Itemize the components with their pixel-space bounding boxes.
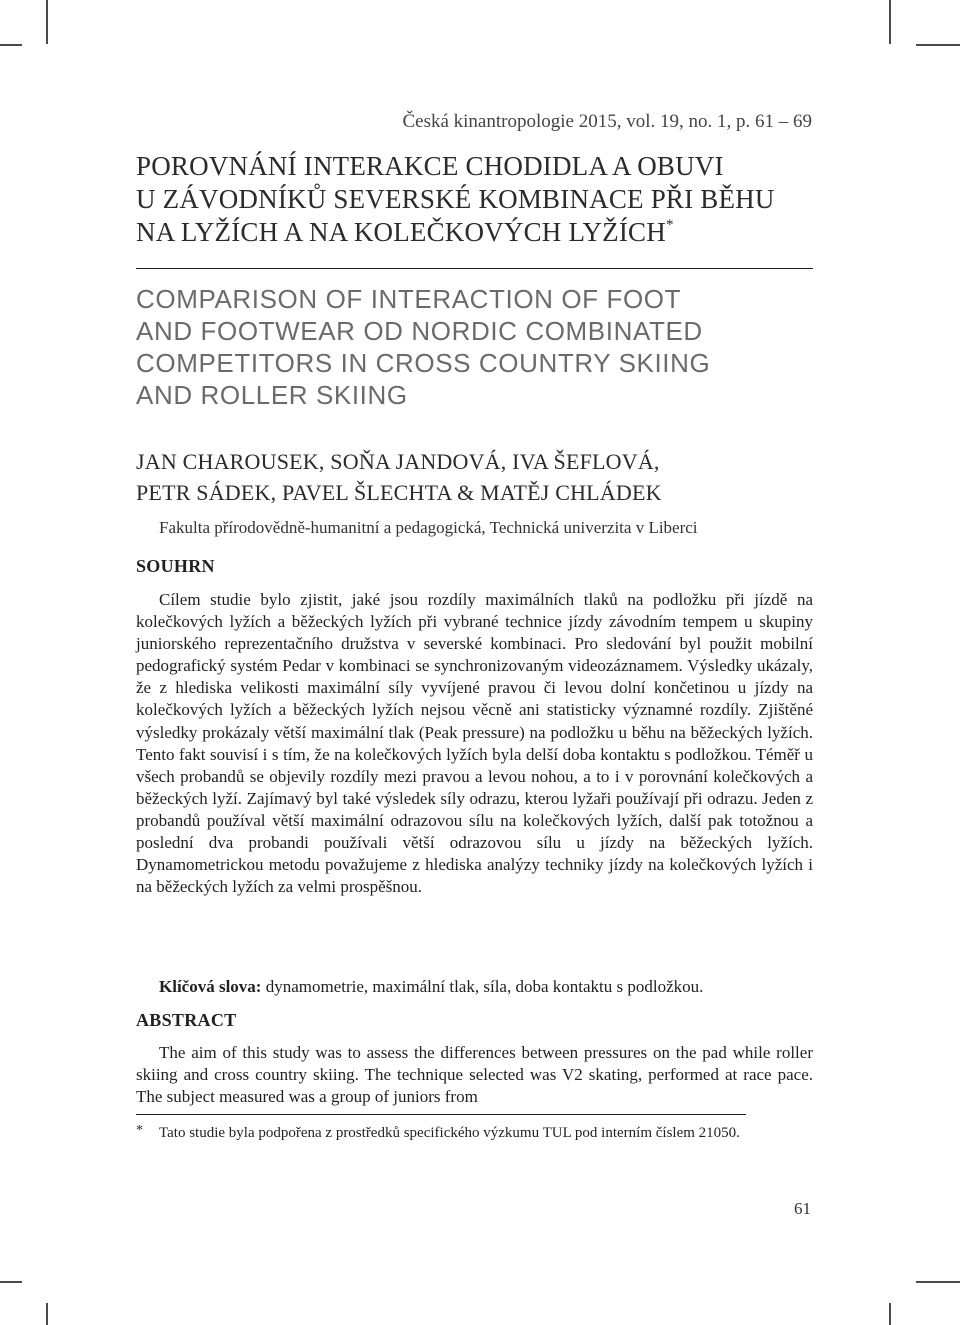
crop-mark-top-left-v: [46, 0, 48, 44]
crop-mark-bottom-right-h: [916, 1281, 960, 1283]
author-list: [136, 446, 836, 508]
footnote-text: Tato studie byla podpořena z prostředků specifického výzkumu TUL pod interním číslem 21050.: [159, 1125, 740, 1141]
souhrn-heading: SOUHRN: [136, 556, 215, 576]
title-english-line: AND FOOTWEAR OD NORDIC COMBINATED: [136, 316, 703, 346]
souhrn-paragraph: [136, 589, 813, 898]
keywords-label: Klíčová slova:: [159, 977, 262, 996]
crop-mark-top-right-h: [916, 44, 960, 46]
title-czech-line: [136, 216, 836, 249]
author-line: JAN CHAROUSEK, SOŇA JANDOVÁ, IVA ŠEFLOVÁ,: [136, 449, 660, 474]
keywords-text: dynamometrie, maximální tlak, síla, doba kontaktu s podložkou.: [261, 977, 704, 996]
affiliation: Fakulta přírodovědně-humanitní a pedagogická, Technická univerzita v Liberci: [159, 518, 698, 537]
journal-citation: Česká kinantropologie 2015, vol. 19, no. 1, p. 61 – 69: [402, 111, 812, 132]
abstract-paragraph: [136, 1042, 813, 1108]
crop-mark-bottom-right-v: [889, 1303, 891, 1325]
crop-mark-bottom-left-h: [0, 1281, 22, 1283]
abstract-text: The aim of this study was to assess the differences between pressures on the pad while roller skiing and cross country skiing. The technique selected was V2 skating, performed at race pace. The subject measured was a group of juniors from: [136, 1043, 813, 1107]
title-czech: [136, 150, 836, 249]
abstract-heading: ABSTRACT: [136, 1010, 237, 1030]
footnote: [136, 1124, 816, 1142]
crop-mark-top-right-v: [889, 0, 891, 44]
title-english: [136, 283, 836, 411]
title-divider: [136, 268, 813, 269]
keywords: [159, 977, 703, 997]
title-czech-line: U ZÁVODNÍKŮ SEVERSKÉ KOMBINACE PŘI BĚHU: [136, 184, 775, 214]
author-line: PETR SÁDEK, PAVEL ŠLECHTA & MATĚJ CHLÁDEK: [136, 480, 662, 505]
title-english-line: COMPARISON OF INTERACTION OF FOOT: [136, 284, 682, 314]
title-footnote-mark: *: [665, 217, 674, 233]
title-czech-line-text: NA LYŽÍCH A NA KOLEČKOVÝCH LYŽÍCH: [136, 217, 666, 247]
crop-mark-bottom-left-v: [46, 1303, 48, 1325]
crop-mark-top-left-h: [0, 44, 22, 46]
footnote-divider: [136, 1114, 746, 1115]
souhrn-text: Cílem studie bylo zjistit, jaké jsou rozdíly maximálních tlaků na podložku při jízdě na kolečkových lyžích a běžeckých lyžích při vybrané technice jízdy závodním tempem u skupiny juniorského reprezentačního družstva v severské kombinaci. Pro sledování byl použit mobilní pedografický systém Pedar v kombinaci se synchronizovaným videozáznamem. Výsledky ukázaly, že z hlediska velikosti maximální síly vyvíjené pravou či levou dolní končetinou u jízdy na kolečkových lyžích a běžeckých lyžích nejsou věcně ani statisticky významné rozdíly. Zjištěné výsledky prokázaly větší maximální tlak (Peak pressure) na podložku u běhu na běžeckých lyžích. Tento fakt souvisí i s tím, že na kolečkových lyžích byla delší doba kontaktu s podložkou. Téměř u všech probandů se objevily rozdíly mezi pravou a levou nohou, a to i v porovnání kolečkových a běžeckých lyží. Zajímavý byl také výsledek síly odrazu, kterou lyžaři používají při odrazu. Jeden z probandů používal větší maximální odrazovou sílu na kolečkových lyžích, další pak totožnou a poslední dva probandi používali větší odrazovou sílu u jízdy na běžeckých lyžích. Dynamometrickou metodu považujeme z hlediska analýzy techniky jízdy na kolečkových lyžích i na běžeckých lyžích za velmi prospěšnou.: [136, 590, 813, 897]
title-czech-line: POROVNÁNÍ INTERAKCE CHODIDLA A OBUVI: [136, 151, 724, 181]
title-english-line: AND ROLLER SKIING: [136, 380, 408, 410]
page-number: 61: [794, 1199, 811, 1218]
title-english-line: COMPETITORS IN CROSS COUNTRY SKIING: [136, 348, 711, 378]
footnote-mark: *: [136, 1123, 143, 1138]
